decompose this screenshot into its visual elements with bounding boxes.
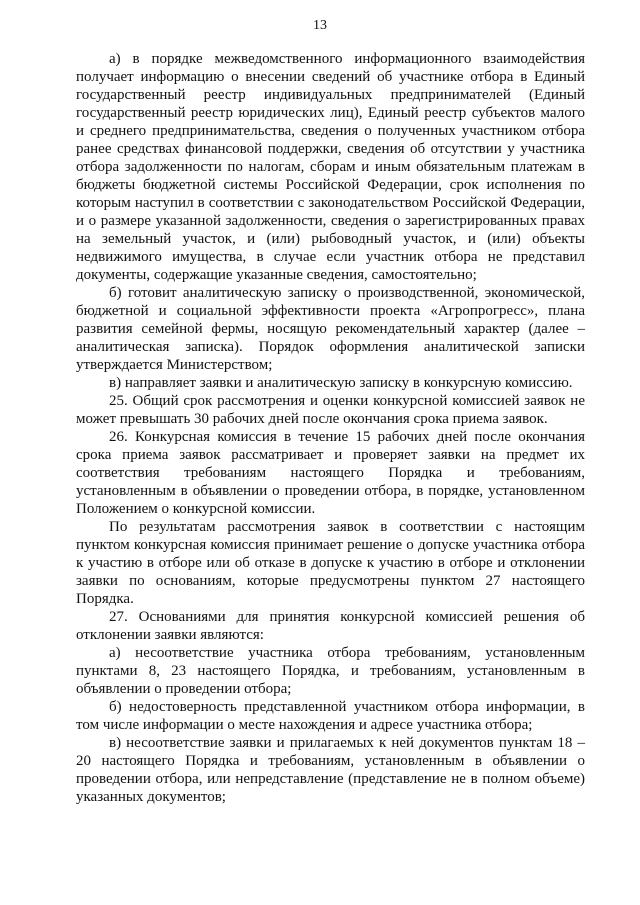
document-body bbox=[76, 50, 585, 806]
paragraph-27-rejection-grounds: 27. Основаниями для принятия конкурсной комиссией решения об отклонении заявки являются: bbox=[76, 609, 585, 643]
paragraph-25-review-period: 25. Общий срок рассмотрения и оценки конкурсной комиссией заявок не может превышать 30 рабочих дней после окончания срока приема заявок. bbox=[76, 393, 585, 427]
paragraph-a-interdepartmental: а) в порядке межведомственного информационного взаимодействия получает информацию о внесении сведений об участнике отбора в Единый государственный реестр индивидуальных предпринимателей (Единый государственный реестр юридических лиц), Единый реестр субъектов малого и среднего предпринимательства, сведения о полученных участником отбора ранее средствах финансовой поддержки, сведения об отсутствии у участника отбора задолженности по налогам, сборам и иным обязательным платежам в бюджеты бюджетной системы Российской Федерации, срок исполнения по которым наступил в соответствии с законодательством Российской Федерации, и о размере указанной задолженности, сведения о зарегистрированных правах на земельный участок, и (или) рыбоводный участок, и (или) объекты недвижимого имущества, в случае если участник отбора не представил документы, содержащие указанные сведения, самостоятельно; bbox=[76, 51, 585, 283]
paragraph-review-results: По результатам рассмотрения заявок в соответствии с настоящим пунктом конкурсная комиссия принимает решение о допуске участника отбора к участию в отборе или об отказе в допуске к участию в отборе и отклонении заявки по основаниям, которые предусмотрены пунктом 27 настоящего Порядка. bbox=[76, 519, 585, 607]
paragraph-27-b-inaccuracy: б) недостоверность представленной участником отбора информации, в том числе информации о месте нахождения и адресе участника отбора; bbox=[76, 699, 585, 733]
page-number: 13 bbox=[313, 18, 327, 33]
paragraph-b-analytical-note: б) готовит аналитическую записку о производственной, экономической, бюджетной и социальной эффективности проекта «Агропрогресс», плана развития семейной фермы, носящую рекомендательный характер (далее – аналитическая записка). Порядок оформления аналитической записки утверждается Министерством; bbox=[76, 285, 585, 373]
paragraph-27-a-noncompliance: а) несоответствие участника отбора требованиям, установленным пунктами 8, 23 настоящего Порядка, и требованиям, установленным в объявлении о проведении отбора; bbox=[76, 645, 585, 697]
paragraph-26-commission-review: 26. Конкурсная комиссия в течение 15 рабочих дней после окончания срока приема заявок рассматривает и проверяет заявки на предмет их соответствия требованиям настоящего Порядка и требованиям, установленным в объявлении о проведении отбора, в порядке, установленном Положением о конкурсной комиссии. bbox=[76, 429, 585, 517]
paragraph-v-send-applications: в) направляет заявки и аналитическую записку в конкурсную комиссию. bbox=[109, 375, 573, 391]
paragraph-27-v-documents: в) несоответствие заявки и прилагаемых к ней документов пунктам 18 – 20 настоящего Порядка и требованиям, установленным в объявлении о проведении отбора, или непредставление (представление не в полном объеме) указанных документов; bbox=[76, 735, 585, 805]
